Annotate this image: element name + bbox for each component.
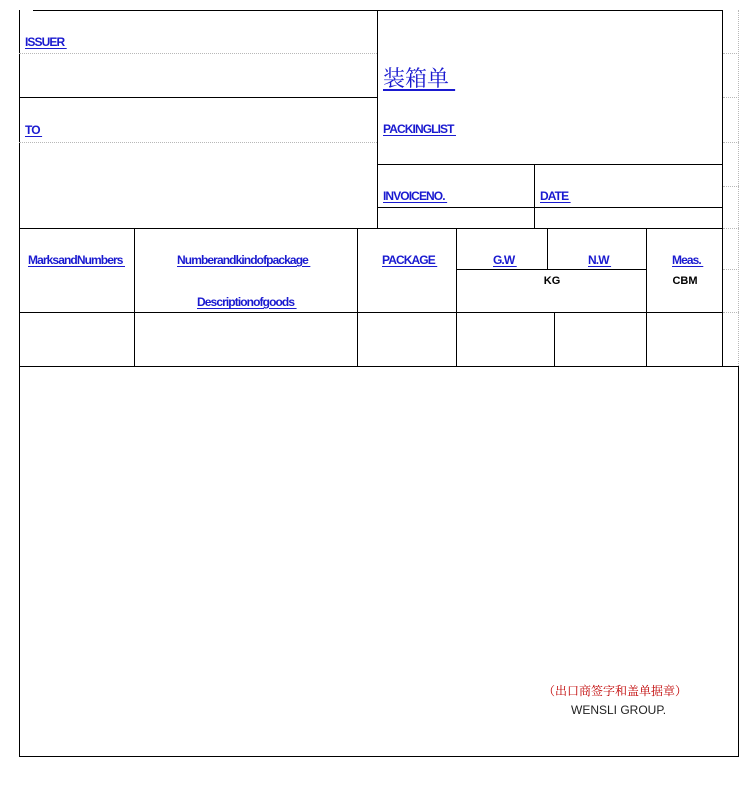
title-english: PACKINGLIST — [383, 122, 456, 136]
invoice-date-divider — [534, 164, 535, 229]
title-chinese: 装箱单 — [383, 66, 456, 91]
issuer-label: ISSUER — [25, 35, 67, 49]
col-line-4-top — [547, 228, 548, 270]
weight-sub-divider — [456, 269, 647, 270]
col-line-2 — [357, 228, 358, 367]
measurement-unit: CBM — [672, 275, 698, 287]
description-goods-header: Descriptionofgoods — [197, 295, 297, 309]
invoice-value-divider — [377, 207, 723, 208]
exporter-signature-note: （出口商签字和盖单据章） — [543, 684, 688, 698]
to-label: TO — [25, 123, 43, 137]
dotted-line — [723, 312, 739, 313]
dotted-line — [19, 142, 377, 143]
header-row-bottom — [19, 312, 723, 313]
col-line-3 — [456, 228, 457, 367]
date-label: DATE — [540, 189, 571, 203]
col-line-1 — [134, 228, 135, 367]
dotted-line — [723, 228, 739, 229]
number-kind-package-header: Numberandkindofpackage — [177, 253, 311, 267]
net-weight-header: N.W — [588, 253, 612, 267]
header-divider — [377, 10, 378, 229]
bottom-border — [19, 756, 739, 757]
right-border — [722, 10, 723, 367]
company-name: WENSLI GROUP. — [571, 703, 667, 717]
dotted-line — [19, 53, 377, 54]
dotted-line — [723, 142, 739, 143]
dotted-line — [723, 269, 739, 270]
issuer-to-divider — [19, 97, 377, 98]
data-row-bottom — [19, 366, 739, 367]
dotted-line — [723, 53, 739, 54]
left-border — [19, 10, 20, 757]
title-invoice-divider — [377, 164, 723, 165]
col-line-4-bottom — [554, 312, 555, 367]
lower-right-border — [738, 366, 739, 757]
col-line-5 — [646, 228, 647, 367]
package-header: PACKAGE — [382, 253, 438, 267]
header-bottom-line — [19, 228, 723, 229]
marks-numbers-header: MarksandNumbers — [28, 253, 125, 267]
invoice-number-label: INVOICENO. — [383, 189, 448, 203]
dotted-line — [723, 97, 739, 98]
dotted-line — [738, 10, 739, 366]
dotted-line — [723, 186, 739, 187]
top-border — [33, 10, 723, 11]
weight-unit: KG — [543, 275, 561, 287]
measurement-header: Meas. — [672, 253, 704, 267]
gross-weight-header: G.W — [493, 253, 517, 267]
